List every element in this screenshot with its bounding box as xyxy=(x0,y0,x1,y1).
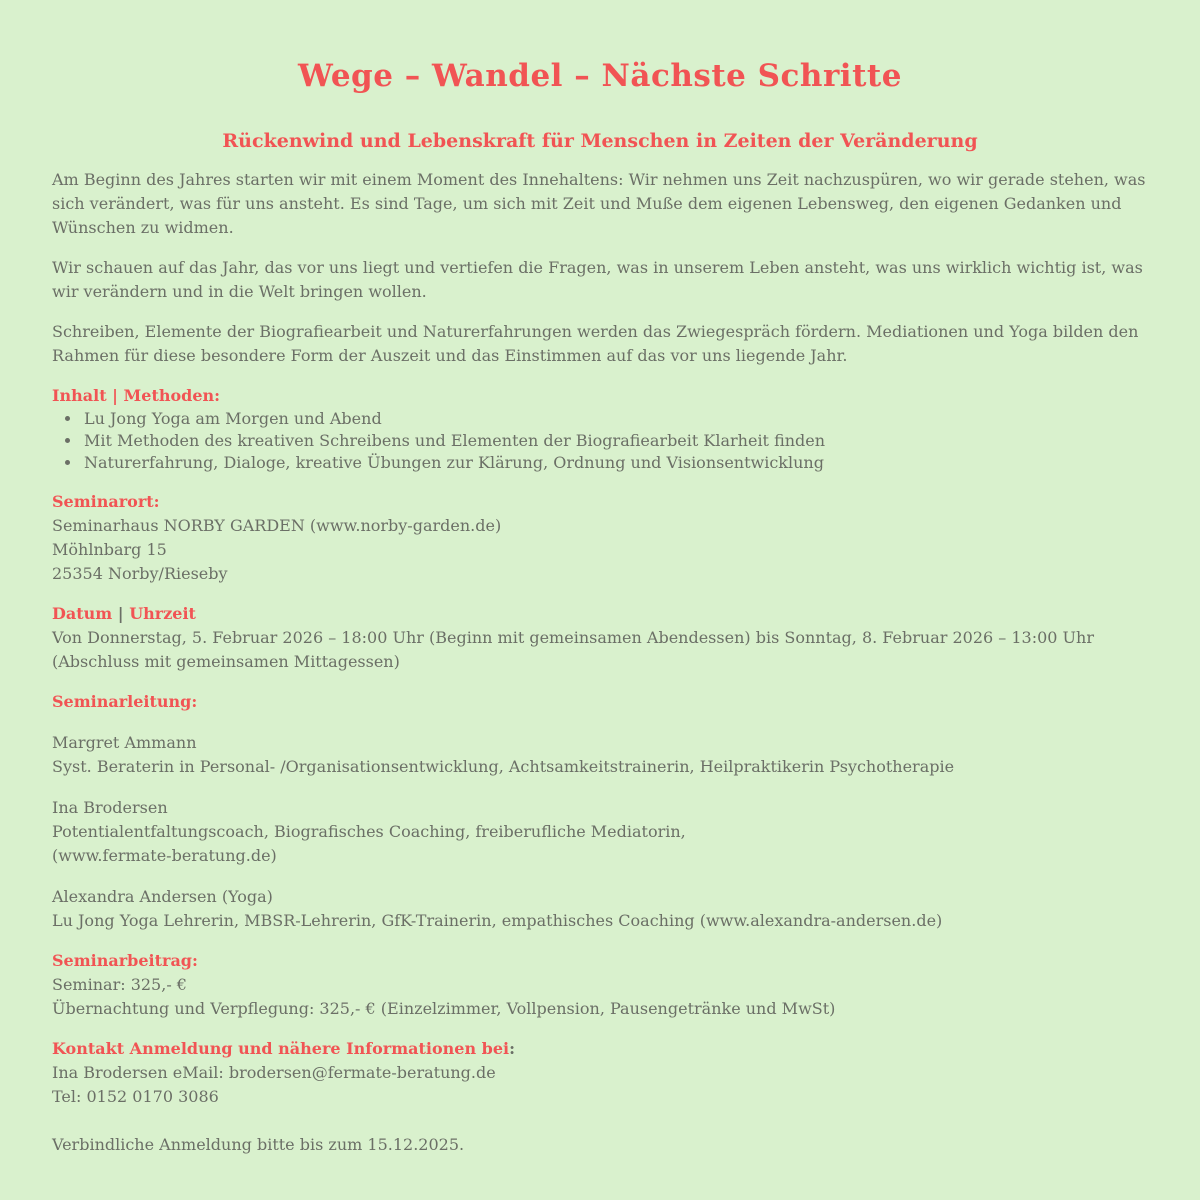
contact-email-line: Ina Brodersen eMail: brodersen@fermate-beratung.de xyxy=(52,1063,496,1082)
contact-heading xyxy=(52,1037,1148,1061)
schedule-text: Von Donnerstag, 5. Februar 2026 – 18:00 Uhr (Beginn mit gemeinsamen Abendessen) bis Sonntag, 8. Februar 2026 – 13:00 Uhr (Abschluss mit gemeinsamen Mittagessen) xyxy=(52,628,1094,671)
intro-paragraph-2: Wir schauen auf das Jahr, das vor uns liegt und vertiefen die Fragen, was in unserem Leben ansteht, was uns wirklich wichtig ist, was wir verändern und in die Welt bringen wollen. xyxy=(52,258,1143,301)
contact-phone-line: Tel: 0152 0170 3086 xyxy=(52,1087,219,1106)
fee-seminar-price: Seminar: 325,- € xyxy=(52,975,187,994)
page-subtitle: Rückenwind und Lebenskraft für Menschen in Zeiten der Veränderung xyxy=(222,130,978,152)
venue-name: Seminarhaus NORBY GARDEN (www.norby-garden.de) xyxy=(52,516,502,535)
heading-separator: | xyxy=(117,604,124,623)
venue-heading: Seminarort: xyxy=(52,492,160,511)
schedule-heading xyxy=(52,602,1148,626)
methods-list xyxy=(52,408,1148,474)
intro-paragraph-1: Am Beginn des Jahres starten wir mit einem Moment des Innehaltens: Wir nehmen uns Zeit nachzuspüren, wo wir gerade stehen, was sich verändert, was für uns ansteht. Es sind Tage, um sich mit Zeit und Muße dem eigenen Lebensweg, den eigenen Gedanken und Wünschen zu widmen. xyxy=(52,170,1146,237)
registration-deadline: Verbindliche Anmeldung bitte bis zum 15.12.2025. xyxy=(52,1135,465,1154)
contact-heading-text: Kontakt Anmeldung und nähere Informationen bei xyxy=(52,1039,510,1058)
list-item: • Naturerfahrung, Dialoge, kreative Übungen zur Klärung, Ordnung und Visionsentwicklung xyxy=(82,452,1148,474)
leader-description: Syst. Beraterin in Personal- /Organisationsentwicklung, Achtsamkeitstrainerin, Heilpraktikerin Psychotherapie xyxy=(52,757,955,776)
venue-city: 25354 Norby/Rieseby xyxy=(52,564,228,583)
contact-section xyxy=(52,1037,1148,1109)
leaders-section xyxy=(52,690,1148,933)
venue-street: Möhlnbarg 15 xyxy=(52,540,167,559)
leader-entry xyxy=(52,796,1148,868)
leader-entry xyxy=(52,885,1148,933)
leaders-heading: Seminarleitung: xyxy=(52,692,198,711)
schedule-section xyxy=(52,602,1148,674)
intro-paragraph-3: Schreiben, Elemente der Biografiearbeit und Naturerfahrungen werden das Zwiegespräch fördern. Mediationen und Yoga bilden den Rahmen für diese besondere Form der Auszeit und das Einstimmen auf das vor uns liegende Jahr. xyxy=(52,322,1139,365)
schedule-heading-date-label: Datum xyxy=(52,604,113,623)
schedule-heading-time-label: Uhrzeit xyxy=(129,604,196,623)
leader-description: Potentialentfaltungscoach, Biografisches Coaching, freiberufliche Mediatorin, xyxy=(52,822,686,841)
page-title: Wege – Wandel – Nächste Schritte xyxy=(298,58,902,94)
contact-heading-colon: : xyxy=(509,1039,516,1058)
methods-section xyxy=(52,384,1148,474)
venue-section xyxy=(52,490,1148,586)
leader-description: Lu Jong Yoga Lehrerin, MBSR-Lehrerin, GfK-Trainerin, empathisches Coaching (www.alexandra-andersen.de) xyxy=(52,911,943,930)
fee-accommodation-price: Übernachtung und Verpflegung: 325,- € (Einzelzimmer, Vollpension, Pausengetränke und MwSt) xyxy=(52,999,836,1018)
leader-name: Margret Ammann xyxy=(52,733,197,752)
list-item: • Mit Methoden des kreativen Schreibens und Elementen der Biografiearbeit Klarheit finden xyxy=(82,430,1148,452)
fee-section xyxy=(52,949,1148,1021)
list-item: • Lu Jong Yoga am Morgen und Abend xyxy=(82,408,1148,430)
fee-heading: Seminarbeitrag: xyxy=(52,951,198,970)
leader-name: Ina Brodersen xyxy=(52,798,168,817)
leader-name: Alexandra Andersen (Yoga) xyxy=(52,887,273,906)
methods-heading: Inhalt | Methoden: xyxy=(52,386,221,405)
leader-entry xyxy=(52,731,1148,779)
leader-website: (www.fermate-beratung.de) xyxy=(52,846,277,865)
